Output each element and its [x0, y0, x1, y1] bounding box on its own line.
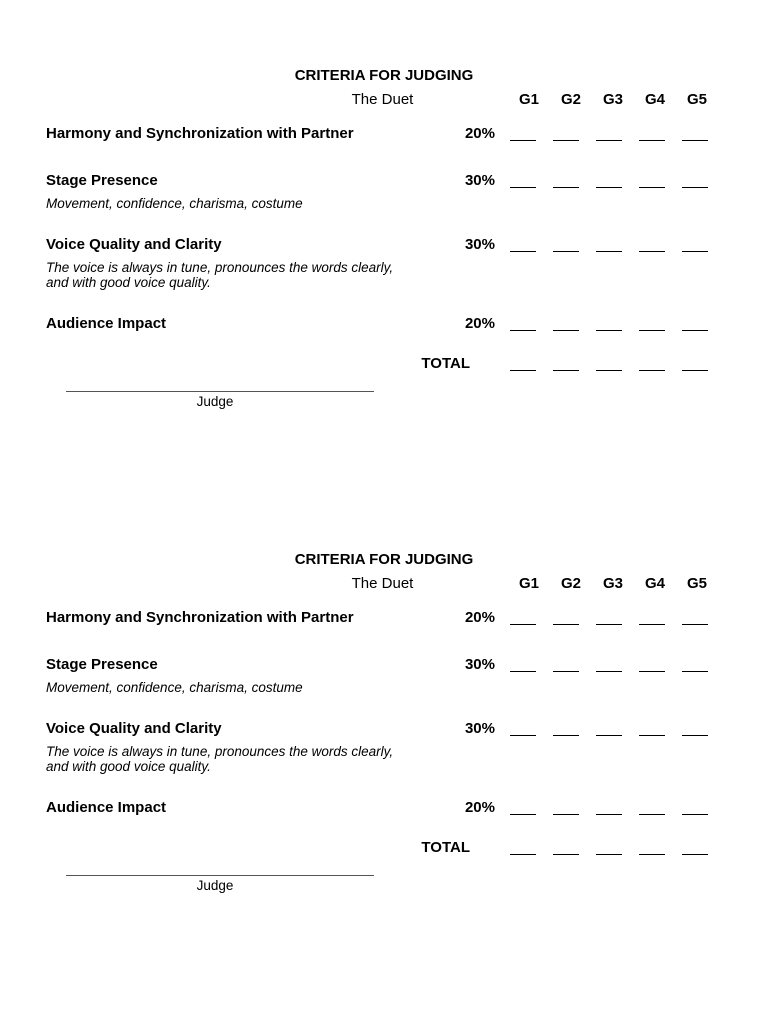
criterion-percent: 20% [464, 799, 495, 816]
score-blank-g4[interactable] [639, 187, 665, 188]
score-blank-g3[interactable] [596, 140, 622, 141]
total-blank-g3[interactable] [596, 854, 622, 855]
score-blank-g3[interactable] [596, 330, 622, 331]
criterion-percent: 30% [464, 720, 495, 737]
criterion-name: Voice Quality and Clarity [46, 236, 222, 253]
score-blank-g4[interactable] [639, 140, 665, 141]
criterion-description: The voice is always in tune, pronounces the words clearly, and with good voice quality. [46, 744, 394, 774]
score-blank-g1[interactable] [510, 814, 536, 815]
score-blank-g4[interactable] [639, 671, 665, 672]
sheet-subtitle: The Duet [351, 91, 414, 108]
criterion-percent: 30% [464, 236, 495, 253]
group-header-3: G3 [602, 575, 623, 592]
criterion-name: Harmony and Synchronization with Partner [46, 609, 354, 626]
score-blank-g5[interactable] [682, 140, 708, 141]
score-blank-g1[interactable] [510, 671, 536, 672]
group-header-1: G1 [518, 575, 539, 592]
score-blank-g5[interactable] [682, 251, 708, 252]
group-header-5: G5 [686, 575, 707, 592]
score-blank-g4[interactable] [639, 735, 665, 736]
criterion-percent: 20% [464, 315, 495, 332]
score-blank-g1[interactable] [510, 140, 536, 141]
judge-signature-line[interactable] [66, 875, 374, 876]
criterion-name: Audience Impact [46, 799, 167, 816]
judging-sheet-2 [0, 548, 768, 928]
score-blank-g3[interactable] [596, 187, 622, 188]
total-label: TOTAL [421, 355, 470, 372]
score-blank-g4[interactable] [639, 330, 665, 331]
group-header-1: G1 [518, 91, 539, 108]
score-blank-g4[interactable] [639, 251, 665, 252]
criterion-description: Movement, confidence, charisma, costume [46, 680, 303, 695]
sheet-title: CRITERIA FOR JUDGING [294, 551, 474, 568]
score-blank-g1[interactable] [510, 187, 536, 188]
score-blank-g1[interactable] [510, 624, 536, 625]
criterion-description: The voice is always in tune, pronounces the words clearly, and with good voice quality. [46, 260, 394, 290]
score-blank-g1[interactable] [510, 251, 536, 252]
judge-label: Judge [196, 394, 234, 409]
criterion-percent: 20% [464, 609, 495, 626]
score-blank-g3[interactable] [596, 671, 622, 672]
group-header-2: G2 [560, 575, 581, 592]
criterion-name: Stage Presence [46, 656, 158, 673]
judge-label: Judge [196, 878, 234, 893]
group-header-4: G4 [644, 91, 665, 108]
group-header-2: G2 [560, 91, 581, 108]
criterion-name: Harmony and Synchronization with Partner [46, 125, 354, 142]
judging-sheet-1 [0, 64, 768, 444]
criterion-percent: 30% [464, 172, 495, 189]
score-blank-g4[interactable] [639, 624, 665, 625]
score-blank-g2[interactable] [553, 624, 579, 625]
total-blank-g1[interactable] [510, 370, 536, 371]
sheet-subtitle: The Duet [351, 575, 414, 592]
score-blank-g3[interactable] [596, 251, 622, 252]
criterion-name: Voice Quality and Clarity [46, 720, 222, 737]
criterion-description: Movement, confidence, charisma, costume [46, 196, 303, 211]
score-blank-g5[interactable] [682, 624, 708, 625]
total-label: TOTAL [421, 839, 470, 856]
judge-signature-line[interactable] [66, 391, 374, 392]
total-blank-g4[interactable] [639, 854, 665, 855]
total-blank-g5[interactable] [682, 370, 708, 371]
group-header-3: G3 [602, 91, 623, 108]
score-blank-g5[interactable] [682, 735, 708, 736]
group-header-5: G5 [686, 91, 707, 108]
score-blank-g3[interactable] [596, 814, 622, 815]
score-blank-g2[interactable] [553, 814, 579, 815]
score-blank-g1[interactable] [510, 330, 536, 331]
score-blank-g2[interactable] [553, 251, 579, 252]
score-blank-g5[interactable] [682, 187, 708, 188]
score-blank-g2[interactable] [553, 140, 579, 141]
score-blank-g2[interactable] [553, 735, 579, 736]
total-blank-g3[interactable] [596, 370, 622, 371]
score-blank-g2[interactable] [553, 330, 579, 331]
score-blank-g1[interactable] [510, 735, 536, 736]
score-blank-g3[interactable] [596, 735, 622, 736]
score-blank-g2[interactable] [553, 671, 579, 672]
score-blank-g5[interactable] [682, 330, 708, 331]
total-blank-g5[interactable] [682, 854, 708, 855]
score-blank-g4[interactable] [639, 814, 665, 815]
criterion-name: Stage Presence [46, 172, 158, 189]
total-blank-g1[interactable] [510, 854, 536, 855]
score-blank-g3[interactable] [596, 624, 622, 625]
score-blank-g2[interactable] [553, 187, 579, 188]
criterion-name: Audience Impact [46, 315, 167, 332]
sheet-title: CRITERIA FOR JUDGING [294, 67, 474, 84]
score-blank-g5[interactable] [682, 671, 708, 672]
group-header-4: G4 [644, 575, 665, 592]
score-blank-g5[interactable] [682, 814, 708, 815]
total-blank-g2[interactable] [553, 370, 579, 371]
criterion-percent: 20% [464, 125, 495, 142]
total-blank-g2[interactable] [553, 854, 579, 855]
total-blank-g4[interactable] [639, 370, 665, 371]
criterion-percent: 30% [464, 656, 495, 673]
